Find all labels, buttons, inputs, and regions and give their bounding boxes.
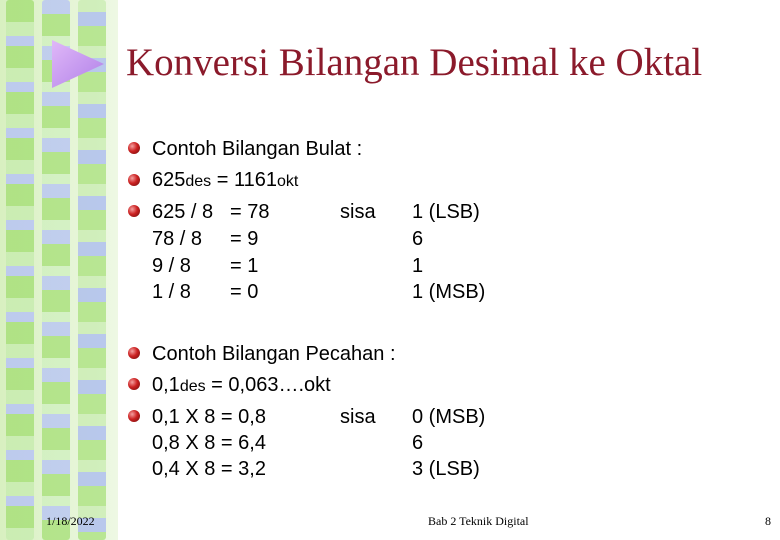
equation-subscript: des xyxy=(179,378,206,395)
division-result: = 0 xyxy=(230,281,259,303)
bullet-icon xyxy=(128,378,140,390)
section2-equation xyxy=(152,372,331,400)
bullet-icon xyxy=(128,410,140,422)
remainder-value: 1 (LSB) xyxy=(412,201,480,223)
play-arrow-icon xyxy=(50,38,106,90)
sisa-label: sisa xyxy=(340,201,376,223)
division-result: = 1 xyxy=(230,255,259,277)
section2-heading: Contoh Bilangan Pecahan : xyxy=(152,343,396,365)
equation-result: = 1161 xyxy=(211,169,277,191)
bullet-icon xyxy=(128,174,140,186)
page-number: 8 xyxy=(765,514,771,528)
footer-title: Bab 2 Teknik Digital xyxy=(428,514,529,528)
bullet-icon xyxy=(128,347,140,359)
remainder-value: 6 xyxy=(412,432,424,454)
multiplication-expr: 0,4 X 8 = 3,2 xyxy=(152,458,266,480)
division-result: = 78 xyxy=(230,201,270,223)
division-result: = 9 xyxy=(230,228,259,250)
remainder-value: 3 (LSB) xyxy=(412,458,480,480)
equation-subscript: okt xyxy=(276,173,299,190)
division-expr: 78 / 8 xyxy=(152,228,203,250)
bullet-icon xyxy=(128,142,140,154)
bullet-icon xyxy=(128,205,140,217)
division-expr: 625 / 8 xyxy=(152,201,214,223)
multiplication-expr: 0,1 X 8 = 0,8 xyxy=(152,406,266,428)
division-expr: 1 / 8 xyxy=(152,281,191,303)
footer-date: 1/18/2022 xyxy=(46,514,95,528)
equation-subscript: des xyxy=(185,173,212,190)
section1-heading: Contoh Bilangan Bulat : xyxy=(152,138,363,160)
sisa-label: sisa xyxy=(340,406,376,428)
multiplication-expr: 0,8 X 8 = 6,4 xyxy=(152,432,266,454)
section1-equation xyxy=(152,167,298,195)
equation-value: 0,1 xyxy=(152,374,180,396)
slide-title: Konversi Bilangan Desimal ke Oktal xyxy=(126,41,703,84)
remainder-value: 0 (MSB) xyxy=(412,406,486,428)
remainder-value: 1 xyxy=(412,255,424,277)
equation-value: 625 xyxy=(152,169,186,191)
remainder-value: 6 xyxy=(412,228,424,250)
remainder-value: 1 (MSB) xyxy=(412,281,486,303)
equation-result: = 0,063….okt xyxy=(205,374,331,396)
division-expr: 9 / 8 xyxy=(152,255,191,277)
